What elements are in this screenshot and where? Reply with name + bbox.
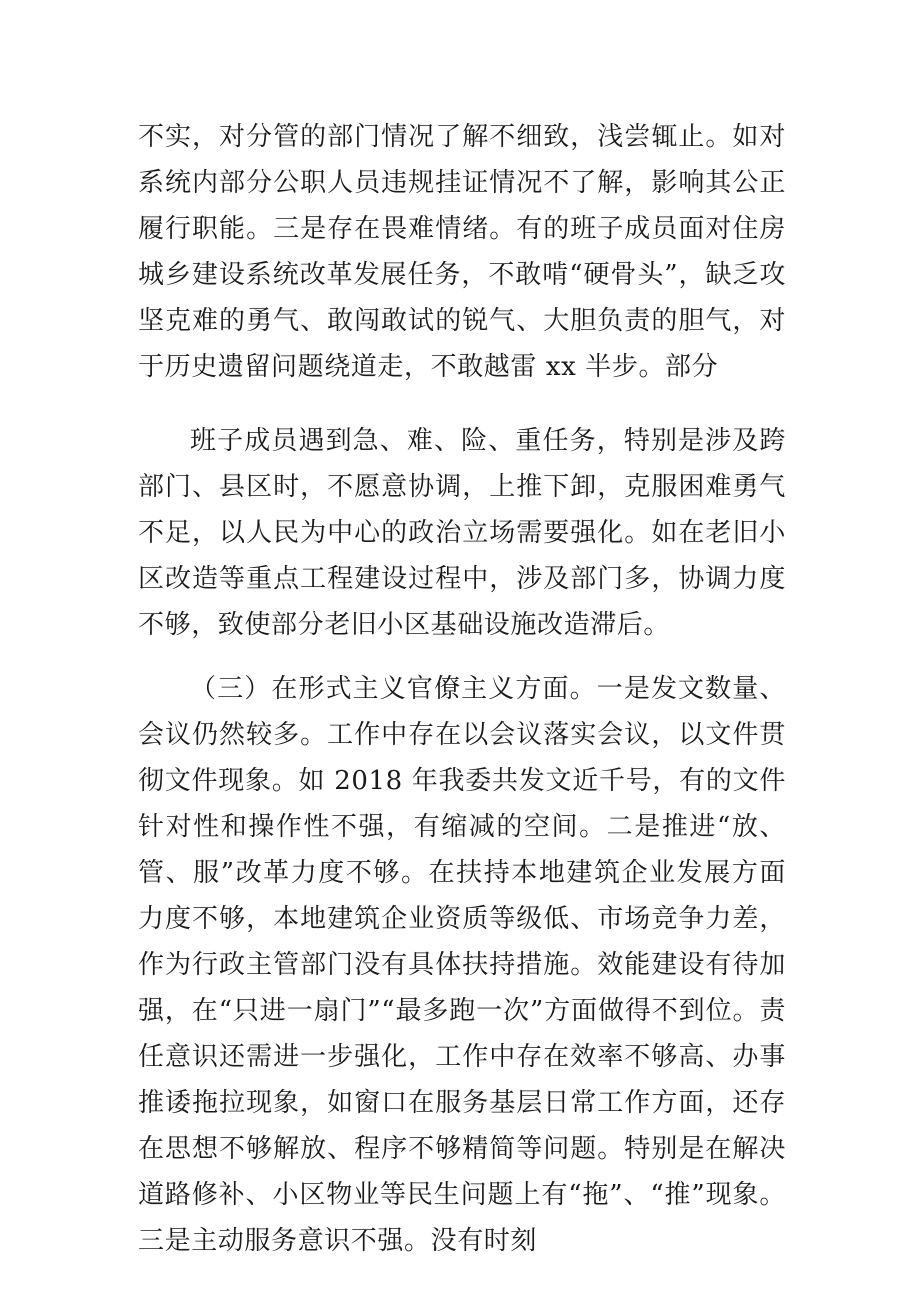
document-body — [138, 114, 786, 1264]
paragraph-1: 不实，对分管的部门情况了解不细致，浅尝辄止。如对系统内部分公职人员违规挂证情况不了解，影响其公正履行职能。三是存在畏难情绪。有的班子成员面对住房城乡建设系统改革发展任务，不敢啃“硬骨头”，缺乏攻坚克难的勇气、敢闯敢试的锐气、大胆负责的胆气，对于历史遗留问题绕道走，不敢越雷 xx 半步。部分 — [138, 122, 786, 382]
paragraph-2: 班子成员遇到急、难、险、重任务，特别是涉及跨部门、县区时，不愿意协调，上推下卸，克服困难勇气不足，以人民为中心的政治立场需要强化。如在老旧小区改造等重点工程建设过程中，涉及部门多，协调力度不够，致使部分老旧小区基础设施改造滞后。 — [138, 426, 786, 640]
paragraph-3: （三）在形式主义官僚主义方面。一是发文数量、会议仍然较多。工作中存在以会议落实会议，以文件贯彻文件现象。如 2018 年我委共发文近千号，有的文件针对性和操作性不强，有缩减的空间。二是推进“放、管、服”改革力度不够。在扶持本地建筑企业发展方面力度不够，本地建筑企业资质等级低、市场竞争力差，作为行政主管部门没有具体扶持措施。效能建设有待加强，在“只进一扇门”“最多跑一次”方面做得不到位。责任意识还需进一步强化，工作中存在效率不够高、办事推诿拖拉现象，如窗口在服务基层日常工作方面，还存在思想不够解放、程序不够精简等问题。特别是在解决道路修补、小区物业等民生问题上有“拖”、“推”现象。三是主动服务意识不强。没有时刻 — [138, 674, 786, 1256]
